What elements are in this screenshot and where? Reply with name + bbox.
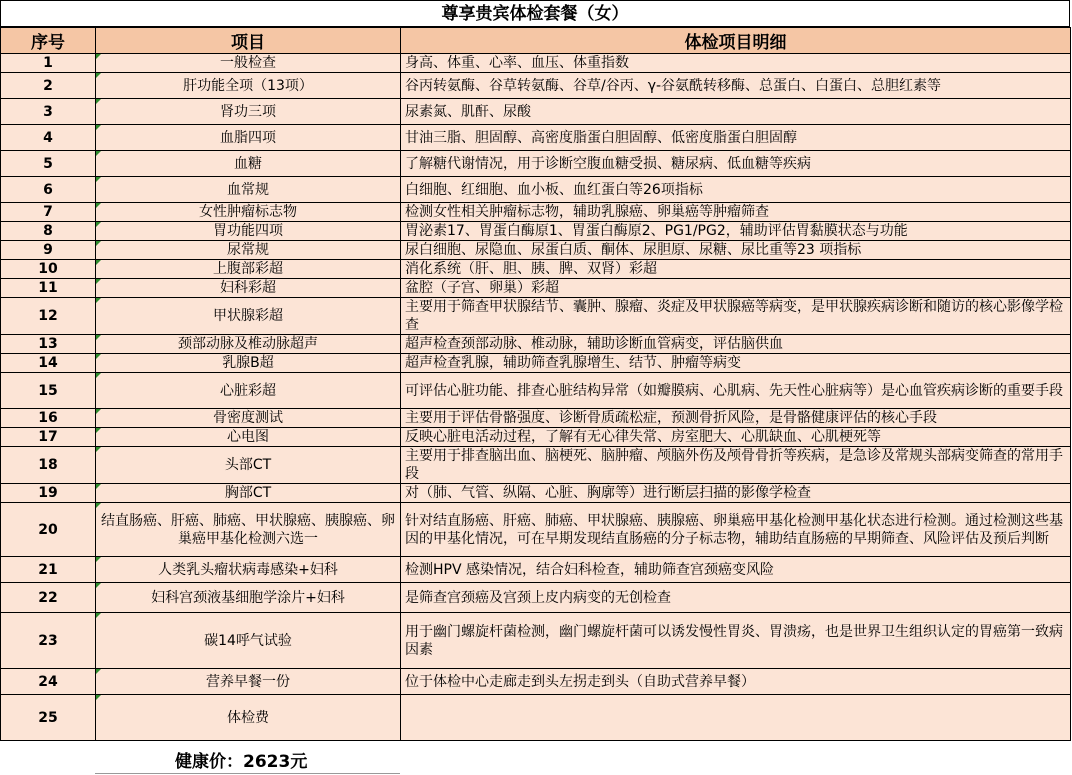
row-number: 4 [1,125,96,151]
table-row [1,260,1071,279]
row-number: 1 [1,54,96,73]
row-detail [401,695,1071,741]
row-detail: 胃泌素17、胃蛋白酶原1、胃蛋白酶原2、PG1/PG2，辅助评估胃黏膜状态与功能 [401,222,1071,241]
table-row [1,177,1071,203]
table-row [1,73,1071,99]
row-item: 营养早餐一份 [96,669,401,695]
row-detail: 主要用于筛查甲状腺结节、囊肿、腺瘤、炎症及甲状腺癌等病变，是甲状腺疾病诊断和随访的核心影像学检查 [401,298,1071,335]
table-row [1,669,1071,695]
table-row [1,613,1071,669]
row-number: 10 [1,260,96,279]
row-item: 胃功能四项 [96,222,401,241]
row-item: 心电图 [96,428,401,447]
checkup-table [0,27,1071,741]
row-item: 碳14呼气试验 [96,613,401,669]
row-item: 体检费 [96,695,401,741]
table-row [1,222,1071,241]
table-row [1,409,1071,428]
row-number: 2 [1,73,96,99]
row-number: 3 [1,99,96,125]
row-number: 9 [1,241,96,260]
table-row [1,241,1071,260]
table-row [1,503,1071,557]
row-item: 人类乳头瘤状病毒感染+妇科 [96,557,401,583]
table-row [1,695,1071,741]
row-item: 颈部动脉及椎动脉超声 [96,335,401,354]
row-item: 血脂四项 [96,125,401,151]
row-item: 女性肿瘤标志物 [96,203,401,222]
row-item: 血常规 [96,177,401,203]
row-detail: 主要用于排查脑出血、脑梗死、脑肿瘤、颅脑外伤及颅骨骨折等疾病，是急诊及常规头部病变筛查的常用手段 [401,447,1071,484]
row-detail: 尿白细胞、尿隐血、尿蛋白质、酮体、尿胆原、尿糖、尿比重等23 项指标 [401,241,1071,260]
row-detail: 对（肺、气管、纵隔、心脏、胸廓等）进行断层扫描的影像学检查 [401,484,1071,503]
row-number: 8 [1,222,96,241]
row-item: 结直肠癌、肝癌、肺癌、甲状腺癌、胰腺癌、卵巢癌甲基化检测六选一 [96,503,401,557]
table-body [1,54,1071,741]
row-detail: 谷丙转氨酶、谷草转氨酶、谷草/谷丙、γ-谷氨酰转移酶、总蛋白、白蛋白、总胆红素等 [401,73,1071,99]
header-num: 序号 [1,28,96,54]
table-row [1,125,1071,151]
table-row [1,151,1071,177]
row-number: 7 [1,203,96,222]
row-detail: 身高、体重、心率、血压、体重指数 [401,54,1071,73]
row-detail: 位于体检中心走廊走到头左拐走到头（自助式营养早餐） [401,669,1071,695]
row-detail: 尿素氮、肌酐、尿酸 [401,99,1071,125]
row-number: 23 [1,613,96,669]
row-detail: 可评估心脏功能、排查心脏结构异常（如瓣膜病、心肌病、先天性心脏病等）是心血管疾病诊断的重要手段 [401,373,1071,409]
row-item: 头部CT [96,447,401,484]
row-detail: 消化系统（肝、胆、胰、脾、双肾）彩超 [401,260,1071,279]
row-detail: 超声检查乳腺，辅助筛查乳腺增生、结节、肿瘤等病变 [401,354,1071,373]
table-row [1,279,1071,298]
table-row [1,373,1071,409]
row-item: 骨密度测试 [96,409,401,428]
row-item: 肝功能全项（13项） [96,73,401,99]
page-title: 尊享贵宾体检套餐（女） [0,0,1070,27]
row-item: 妇科宫颈液基细胞学涂片+妇科 [96,583,401,613]
row-detail: 超声检查颈部动脉、椎动脉，辅助诊断血管病变，评估脑供血 [401,335,1071,354]
row-detail: 用于幽门螺旋杆菌检测，幽门螺旋杆菌可以诱发慢性胃炎、胃溃疡，也是世界卫生组织认定的胃癌第一致病因素 [401,613,1071,669]
row-number: 6 [1,177,96,203]
row-item: 血糖 [96,151,401,177]
row-detail: 针对结直肠癌、肝癌、肺癌、甲状腺癌、胰腺癌、卵巢癌甲基化检测甲基化状态进行检测。通过检测这些基因的甲基化情况，可在早期发现结直肠癌的分子标志物，辅助结直肠癌的早期筛查、风险评估及预后判断 [401,503,1071,557]
row-number: 14 [1,354,96,373]
row-number: 15 [1,373,96,409]
row-number: 20 [1,503,96,557]
table-row [1,583,1071,613]
row-number: 18 [1,447,96,484]
row-item: 心脏彩超 [96,373,401,409]
table-row [1,354,1071,373]
table-row [1,298,1071,335]
row-item: 胸部CT [96,484,401,503]
header-item: 项目 [96,28,401,54]
table-row [1,557,1071,583]
row-detail: 白细胞、红细胞、血小板、血红蛋白等26项指标 [401,177,1071,203]
price-underline [95,773,400,774]
table-row [1,203,1071,222]
row-detail: 了解糖代谢情况，用于诊断空腹血糖受损、糖尿病、低血糖等疾病 [401,151,1071,177]
row-number: 19 [1,484,96,503]
row-item: 肾功三项 [96,99,401,125]
row-item: 乳腺B超 [96,354,401,373]
row-number: 5 [1,151,96,177]
row-detail: 盆腔（子宫、卵巢）彩超 [401,279,1071,298]
table-header-row [1,28,1071,54]
table-row [1,335,1071,354]
row-detail: 检测女性相关肿瘤标志物，辅助乳腺癌、卵巢癌等肿瘤筛查 [401,203,1071,222]
row-item: 一般检查 [96,54,401,73]
row-number: 17 [1,428,96,447]
price-label: 健康价：2623元 [175,752,308,772]
row-detail: 甘油三脂、胆固醇、高密度脂蛋白胆固醇、低密度脂蛋白胆固醇 [401,125,1071,151]
row-detail: 是筛查宫颈癌及宫颈上皮内病变的无创检查 [401,583,1071,613]
row-item: 上腹部彩超 [96,260,401,279]
row-number: 16 [1,409,96,428]
table-row [1,484,1071,503]
row-item: 妇科彩超 [96,279,401,298]
row-item: 尿常规 [96,241,401,260]
row-number: 12 [1,298,96,335]
row-detail: 主要用于评估骨骼强度、诊断骨质疏松症，预测骨折风险，是骨骼健康评估的核心手段 [401,409,1071,428]
row-number: 24 [1,669,96,695]
header-detail: 体检项目明细 [401,28,1071,54]
table-row [1,447,1071,484]
row-number: 21 [1,557,96,583]
row-detail: 检测HPV 感染情况，结合妇科检查，辅助筛查宫颈癌变风险 [401,557,1071,583]
table-row [1,99,1071,125]
table-row [1,54,1071,73]
row-item: 甲状腺彩超 [96,298,401,335]
row-number: 22 [1,583,96,613]
row-number: 11 [1,279,96,298]
row-number: 25 [1,695,96,741]
table-row [1,428,1071,447]
row-detail: 反映心脏电活动过程，了解有无心律失常、房室肥大、心肌缺血、心肌梗死等 [401,428,1071,447]
row-number: 13 [1,335,96,354]
